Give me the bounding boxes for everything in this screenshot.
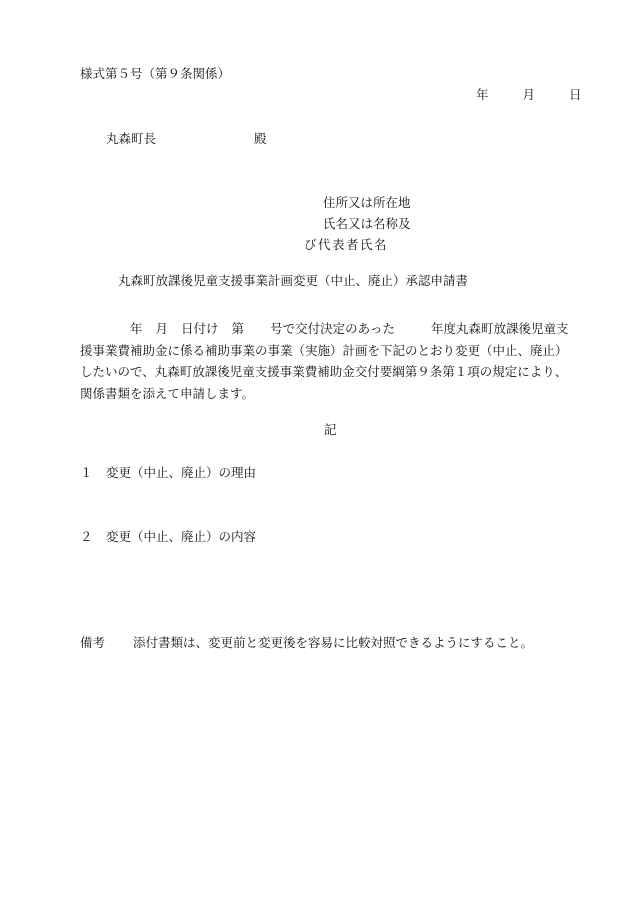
body-paragraph bbox=[80, 318, 576, 404]
applicant-name-label-line2: び代表者氏名 bbox=[304, 237, 389, 252]
remarks-text: 添付書類は、変更前と変更後を容易に比較対照できるようにすること。 bbox=[133, 635, 534, 650]
item-2-number: ２ bbox=[80, 529, 93, 544]
applicant-address-label: 住所又は所在地 bbox=[323, 195, 411, 210]
item-1-label: 変更（中止、廃止）の理由 bbox=[106, 465, 257, 480]
addressee-honorific: 殿 bbox=[254, 131, 267, 146]
item-2-label: 変更（中止、廃止）の内容 bbox=[106, 529, 257, 544]
item-1-number: １ bbox=[80, 465, 93, 480]
applicant-name-label-line1: 氏名又は名称及 bbox=[323, 216, 411, 231]
body-grant-decision: 号で交付決定のあった bbox=[270, 321, 395, 336]
body-day-label: 日付け bbox=[181, 321, 219, 336]
document-title: 丸森町放課後児童支援事業計画変更（中止、廃止）承認申請書 bbox=[118, 273, 469, 288]
form-number: 様式第５号（第９条関係） bbox=[80, 66, 231, 81]
remarks-label: 備考 bbox=[80, 635, 106, 650]
body-number-label: 第 bbox=[231, 321, 245, 336]
body-year: 年 bbox=[130, 321, 143, 336]
date-day: 日 bbox=[568, 87, 582, 102]
ki-heading: 記 bbox=[324, 422, 337, 437]
date-year: 年 bbox=[476, 87, 489, 102]
date-month: 月 bbox=[522, 87, 535, 102]
addressee-name: 丸森町長 bbox=[106, 131, 157, 146]
body-month: 月 bbox=[155, 321, 169, 336]
body-main-text: 年度丸森町放課後児童支援事業費補助金に係る補助事業の事業（実施）計画を下記のとおり変更（中止、廃止）したいので、丸森町放課後児童支援事業費補助金交付要綱第９条第１項の規定により、関係書類を添えて申請します。 bbox=[80, 321, 569, 401]
date-line bbox=[476, 89, 581, 102]
